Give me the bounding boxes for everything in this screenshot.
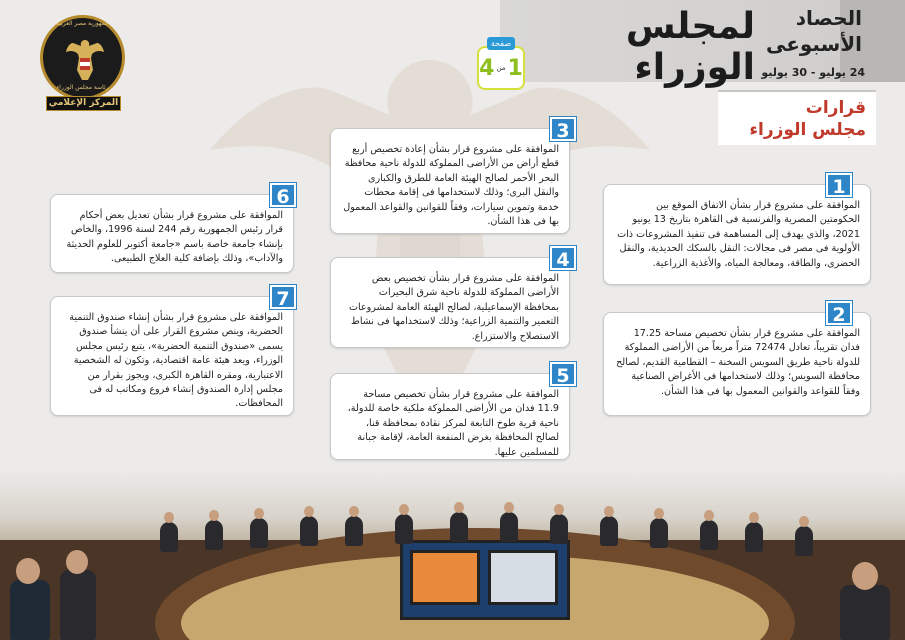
decision-number-7: 7 <box>270 285 296 309</box>
attendee-head <box>349 506 359 517</box>
foreground-attendee-head <box>852 562 878 590</box>
screen-right <box>488 550 558 605</box>
attendee <box>600 516 618 546</box>
attendee <box>500 512 518 542</box>
attendee-head <box>164 512 174 523</box>
decision-text: الموافقة على مشروع قرار بشأن الاتفاق الموقع بين الحكومتين المصرية والفرنسية فى القاهرة بتاريخ 13 يونيو 2021، والذى يهدف إلى المساهمة فى تنفيذ المشروعات ذات الأولوية فى مصر فى مجالات: النقل بالسكك الحديدية، والنقل الحضرى، والطاقة، ومعالجة المياه، والأغذية الزراعية. <box>617 200 860 269</box>
attendee <box>450 512 468 542</box>
decision-card-2 <box>603 312 871 416</box>
attendee-head <box>304 506 314 517</box>
attendee-head <box>704 510 714 521</box>
attendee <box>395 514 413 544</box>
title-line-2: الأسبوعى <box>765 32 862 56</box>
attendee-head <box>254 508 264 519</box>
attendee <box>345 516 363 546</box>
attendee <box>205 520 223 550</box>
attendee-head <box>654 508 664 519</box>
decision-number-3: 3 <box>550 117 576 141</box>
cabinet-meeting-photo <box>0 470 905 640</box>
attendee <box>160 522 178 552</box>
date-range: 24 يوليو - 30 يوليو <box>761 66 865 79</box>
decision-number-6: 6 <box>270 183 296 207</box>
page-total: 4 <box>479 55 495 81</box>
page-current: 1 <box>507 55 523 81</box>
page-title: لمجلس الوزراء <box>625 6 755 88</box>
foreground-attendee-head <box>16 558 40 584</box>
decision-number-2: 2 <box>826 301 852 325</box>
decision-text: الموافقة على مشروع قرار بشأن تخصيص مساحة 17.25 فدان تقريباً، تعادل 72474 متراً مربعاً من الأراضى المملوكة للدولة ناحية طريق السويس السخنة – القطامية القديم، لصالح محافظة السويس؛ وذلك لاستخدامها فى الأغراض الصناعية وفقاً للقواعد والقوانين المعمول بها فى هذا الشأن. <box>616 328 860 397</box>
attendee <box>550 514 568 544</box>
attendee-head <box>799 516 809 527</box>
page-label: صفحة <box>487 37 515 50</box>
attendee <box>300 516 318 546</box>
section-title <box>718 90 876 145</box>
cabinet-logo <box>40 15 125 100</box>
attendee-head <box>454 502 464 513</box>
attendee-head <box>604 506 614 517</box>
decision-text: الموافقة على مشروع قرار بشأن تعديل بعض أحكام قرار رئيس الجمهورية رقم 244 لسنة 1996، والخاص بإنشاء جامعة خاصة باسم «جامعة أكتوبر للعلوم الحديثة والآداب»، وذلك بإضافة كلية العلاج الطبيعى. <box>66 210 283 265</box>
decision-card-1 <box>603 184 871 285</box>
decision-card-7 <box>50 296 294 416</box>
attendee-head <box>554 504 564 515</box>
screen-left <box>410 550 480 605</box>
attendee-head <box>209 510 219 521</box>
attendee <box>700 520 718 550</box>
decision-card-5 <box>330 373 570 460</box>
section-title-line-1: قرارات <box>805 98 866 118</box>
foreground-attendee <box>840 585 890 640</box>
attendee-head <box>504 502 514 513</box>
decision-text: الموافقة على مشروع قرار بشأن إعادة تخصيص أربع قطع أراض من الأراضى المملوكة للدولة ناحية محافظة البحر الأحمر لصالح الهيئة العامة للطرق والكبارى والنقل البرى؛ وذلك لاستخدامها فى إقامة محطات خدمة وتموين سيارات، وفقاً للقوانين والقواعد المعمول بها فى هذا الشأن. <box>343 144 559 228</box>
attendee-head <box>399 504 409 515</box>
foreground-attendee-head <box>66 550 88 574</box>
attendee <box>795 526 813 556</box>
section-title-line-2: مجلس الوزراء <box>749 120 866 140</box>
decision-text: الموافقة على مشروع قرار بشأن إنشاء صندوق التنمية الحضرية، وينص مشروع القرار على أن ينشأ صندوق يسمى «صندوق التنمية الحضرية»، يتبع رئيس مجلس الوزراء، ويعد هيئة عامة اقتصادية، وتكون له الشخصية الاعتبارية، ومقره القاهرة الكبرى، ويجوز بقرار من مجلس إدارة الصندوق إنشاء فروع ومكاتب له فى المحافظات. <box>69 312 283 410</box>
logo-banner: المركز الإعلامي <box>46 96 121 111</box>
decision-card-6 <box>50 194 294 273</box>
attendee <box>745 522 763 552</box>
decision-number-1: 1 <box>826 173 852 197</box>
foreground-attendee <box>60 570 96 640</box>
page-indicator <box>477 39 525 90</box>
attendee <box>650 518 668 548</box>
eagle-emblem-icon <box>65 38 105 82</box>
decision-number-5: 5 <box>550 362 576 386</box>
attendee-head <box>749 512 759 523</box>
title-line-1: الحصاد <box>795 6 862 30</box>
foreground-attendee <box>10 580 50 640</box>
attendee <box>250 518 268 548</box>
decision-card-3 <box>330 128 570 234</box>
decision-number-4: 4 <box>550 246 576 270</box>
decision-card-4 <box>330 257 570 348</box>
decision-text: الموافقة على مشروع قرار بشأن تخصيص بعض الأراضى المملوكة للدولة ناحية شرق البحيرات بمحافظة الإسماعيلية، لصالح الهيئة العامة لمشروعات التعمير والتنمية الزراعية؛ وذلك لاستخدامها فى نشاط الاستصلاح والاستزراع. <box>348 273 559 342</box>
page-of: من <box>496 64 506 72</box>
logo-ring-bottom: رئاسة مجلس الوزراء <box>56 84 109 91</box>
decision-text: الموافقة على مشروع قرار بشأن تخصيص مساحة 11.9 فدان من الأراضى المملوكة ملكية خاصة للدولة، ناحية قرية طوخ التابعة لمركز نقادة بمحافظة قنا، لصالح المحافظة بغرض المنفعة العامة، لإقامة جبانة للمسلمين عليها. <box>347 389 559 458</box>
logo-ring-top: جمهورية مصر العربية <box>56 20 109 27</box>
